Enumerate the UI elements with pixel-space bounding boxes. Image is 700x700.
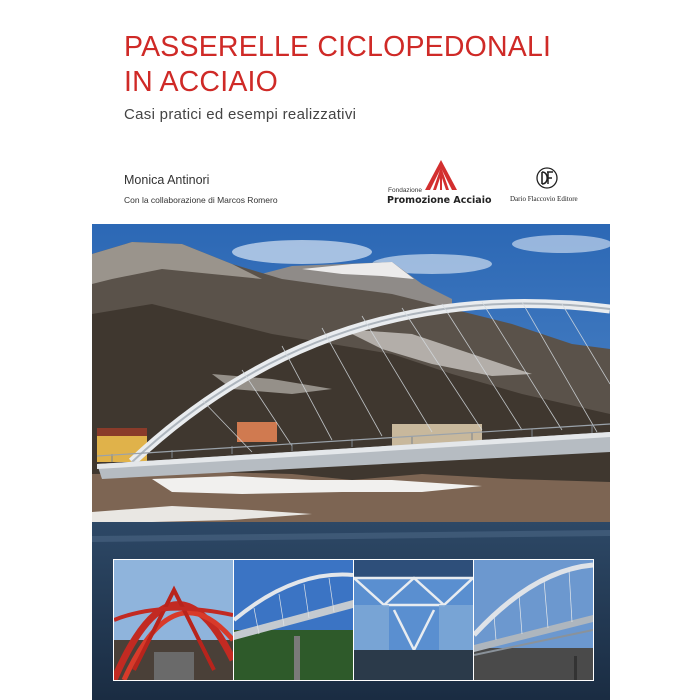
publisher-name: Dario Flaccovio Editore bbox=[510, 195, 578, 203]
collaboration-credit: Con la collaborazione di Marcos Romero bbox=[124, 195, 278, 205]
df-monogram-icon bbox=[536, 167, 558, 189]
author-name: Monica Antinori bbox=[124, 173, 210, 187]
steel-arch-logo-icon bbox=[421, 158, 461, 192]
foundation-label: Fondazione bbox=[388, 187, 422, 194]
thumbnail-arched-footbridge bbox=[233, 559, 354, 681]
book-cover bbox=[92, 0, 610, 700]
foundation-name: Promozione Acciaio bbox=[387, 195, 492, 206]
dario-flaccovio-logo bbox=[502, 167, 592, 207]
book-title bbox=[124, 30, 551, 100]
title-line-2: IN ACCIAIO bbox=[124, 66, 279, 98]
thumbnail-arch-from-below bbox=[473, 559, 594, 681]
thumbnail-glass-walkway bbox=[353, 559, 474, 681]
thumbnail-red-bridge bbox=[113, 559, 234, 681]
title-line-1: PASSERELLE CICLOPEDONALI bbox=[124, 31, 552, 63]
fondazione-promozione-acciaio-logo bbox=[387, 158, 497, 208]
book-subtitle: Casi pratici ed esempi realizzativi bbox=[124, 106, 357, 123]
